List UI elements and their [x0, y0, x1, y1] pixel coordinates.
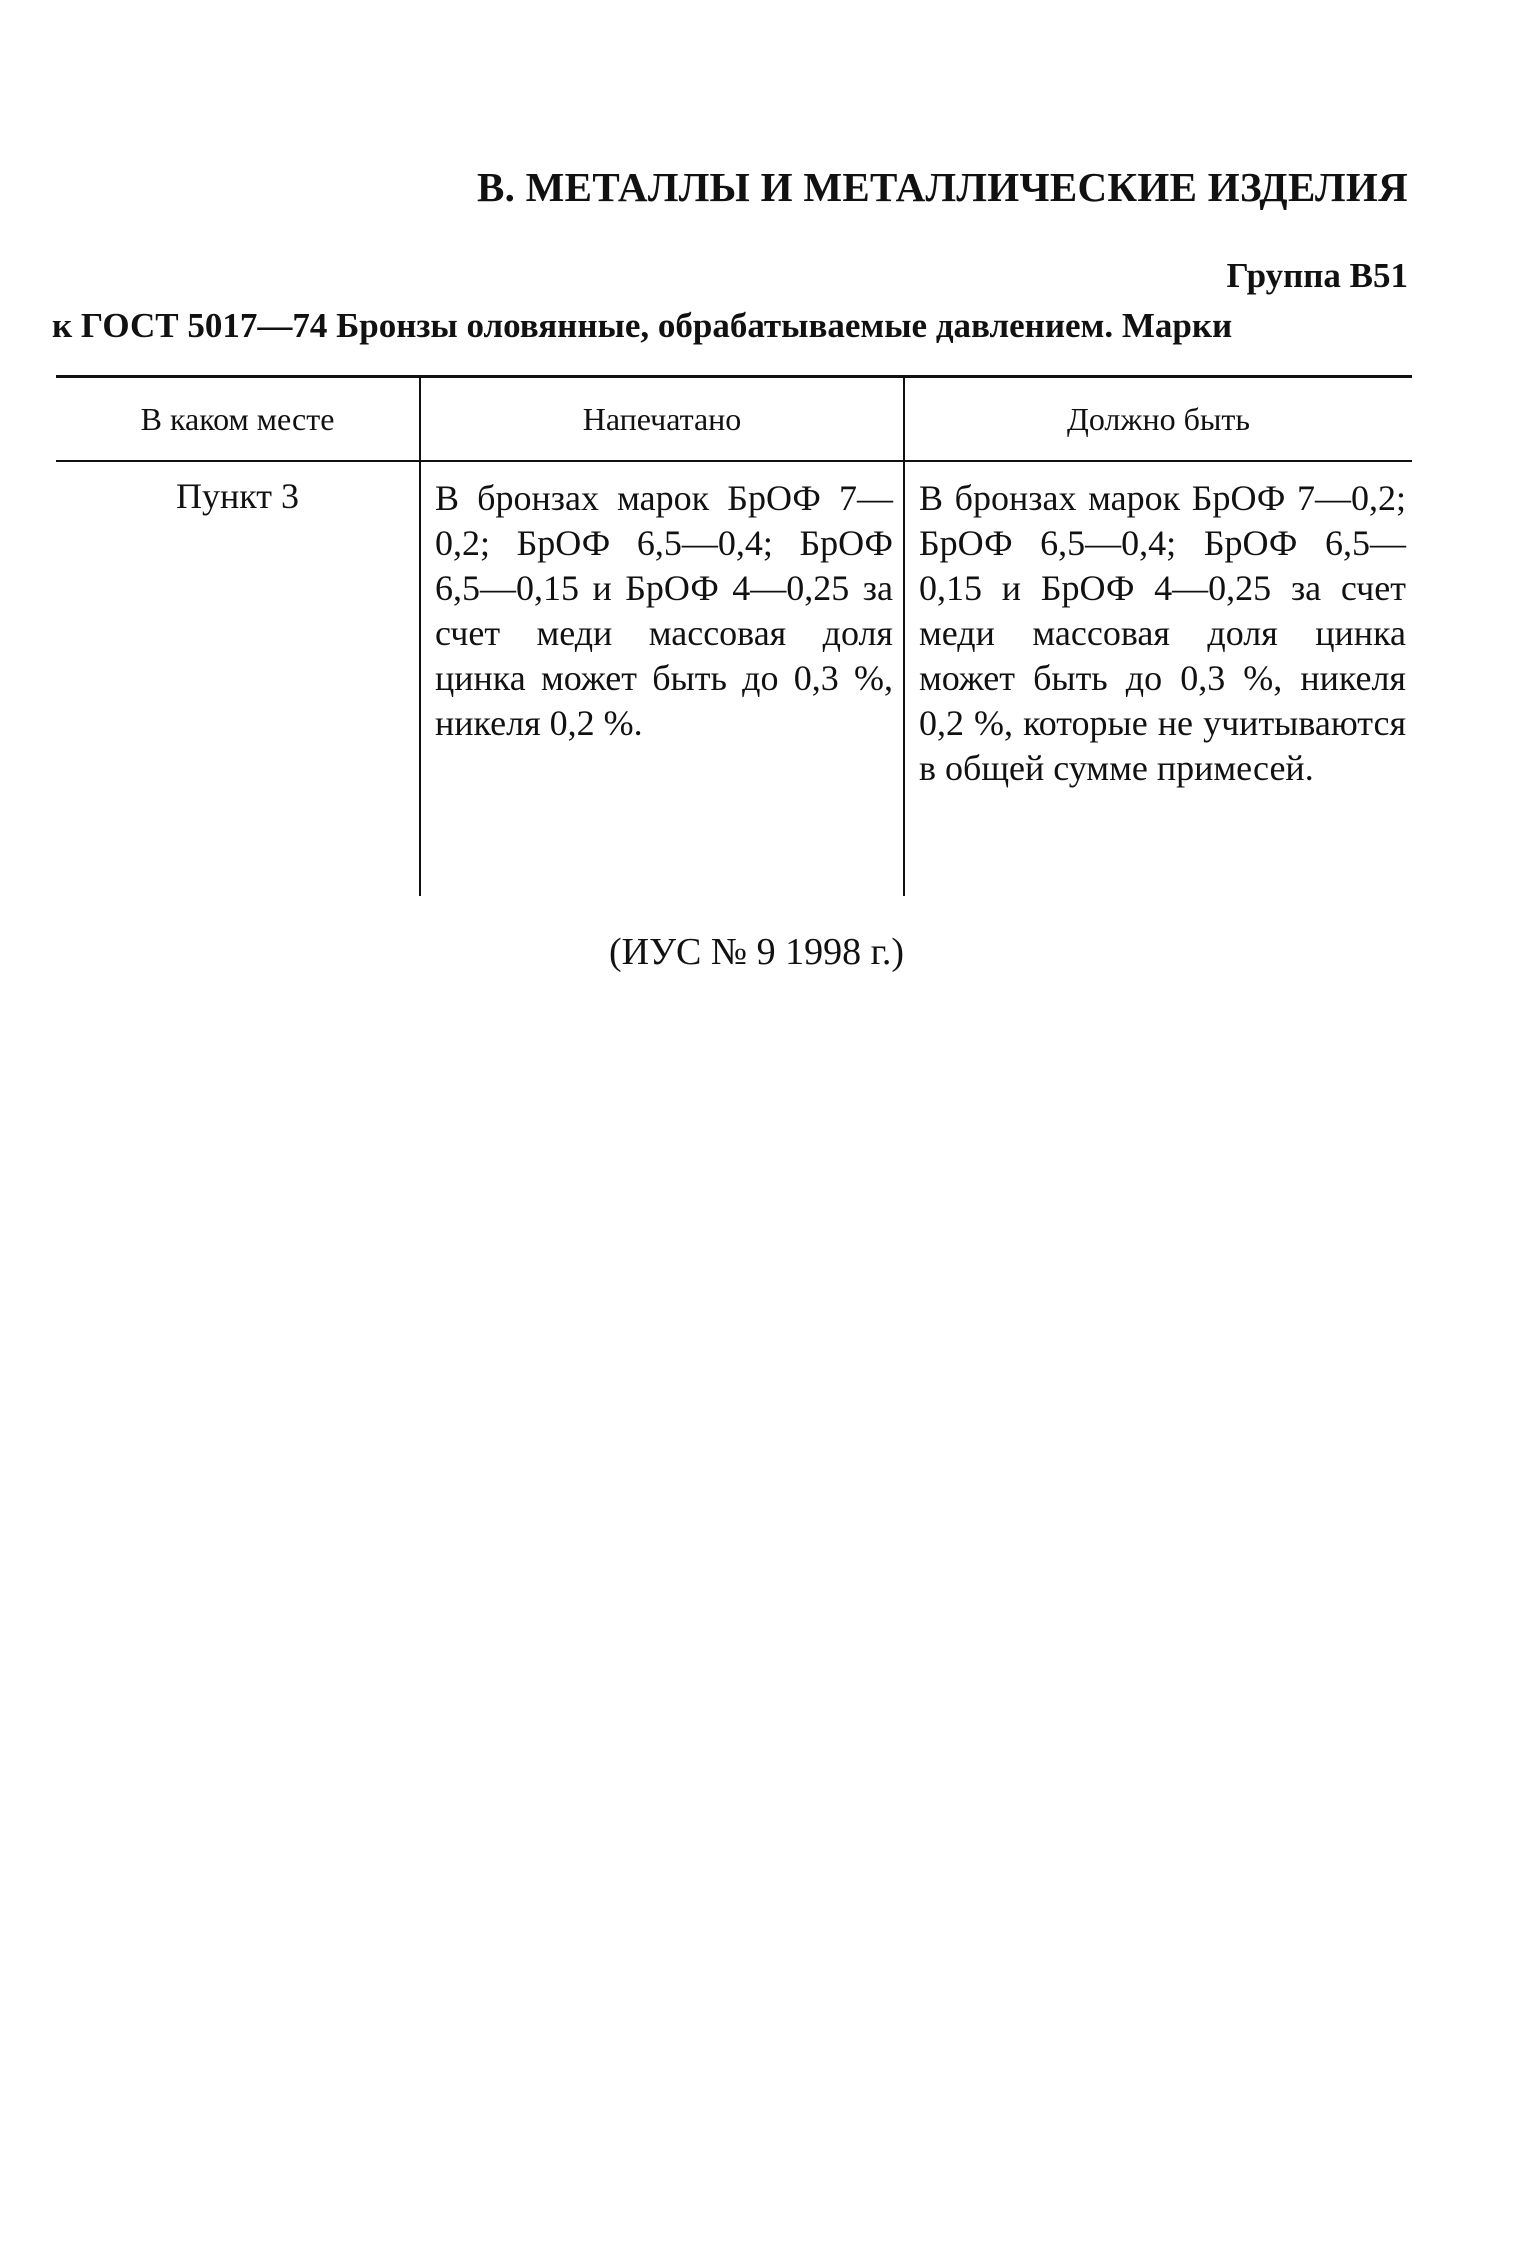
- section-title: В. МЕТАЛЛЫ И МЕТАЛЛИЧЕСКИЕ ИЗДЕЛИЯ: [476, 164, 1408, 210]
- column-header-correct: Должно быть: [904, 377, 1412, 462]
- source-reference: (ИУС № 9 1998 г.): [608, 931, 905, 973]
- column-header-place: В каком месте: [140, 400, 335, 437]
- table-row: [56, 461, 1412, 896]
- cell-printed: В бронзах марок БрОФ 7—0,2; БрОФ 6,5—0,4; БрОФ 6,5—0,15 и БрОФ 4—0,25 за счет меди массовая доля цинка может быть до 0,3 %, никеля 0,2 %.: [420, 461, 904, 896]
- cell-place: Пункт 3: [175, 476, 299, 516]
- cell-correct: В бронзах марок БрОФ 7—0,2; БрОФ 6,5—0,4; БрОФ 6,5—0,15 и БрОФ 4—0,25 за счет меди массовая доля цинка может быть до 0,3 %, никеля 0,2 %, которые не учитываются в общей сумме примесей.: [904, 461, 1412, 896]
- column-header-printed: Напечатано: [420, 377, 904, 462]
- group-code: Группа В51: [1226, 256, 1408, 295]
- table-header-row: [56, 377, 1412, 462]
- document-title: к ГОСТ 5017—74 Бронзы оловянные, обрабатываемые давлением. Марки: [52, 306, 1233, 345]
- amendment-table: [56, 375, 1412, 896]
